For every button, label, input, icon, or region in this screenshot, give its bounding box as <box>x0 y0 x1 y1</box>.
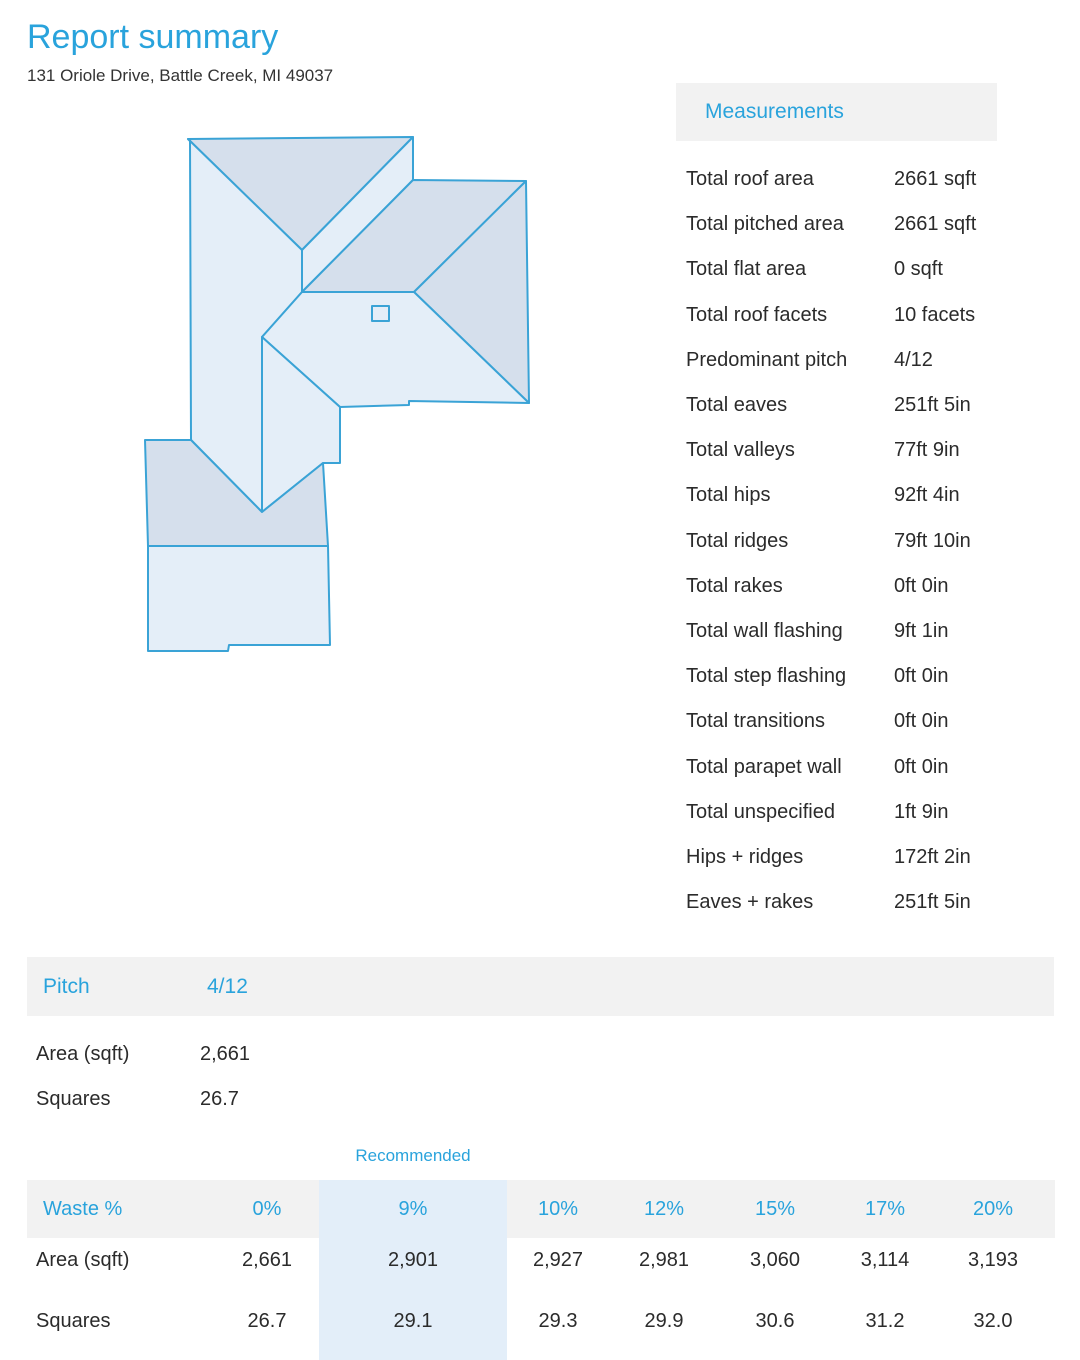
waste-header-label: Waste % <box>43 1197 123 1220</box>
pitch-squares-row <box>36 1077 250 1122</box>
measurement-row <box>686 473 1006 518</box>
measurement-value: 4/12 <box>894 348 933 371</box>
measurement-value: 92ft 4in <box>894 484 960 507</box>
measurement-label: Total unspecified <box>686 800 835 823</box>
measurement-label: Total flat area <box>686 258 807 281</box>
waste-table <box>27 1180 1055 1360</box>
report-address: 131 Oriole Drive, Battle Creek, MI 49037 <box>27 66 334 85</box>
measurement-value: 251ft 5in <box>894 394 971 417</box>
measurement-value: 0ft 0in <box>894 755 949 778</box>
waste-column-header: 12% <box>643 1197 685 1220</box>
measurement-row <box>686 202 1006 247</box>
roof-diagram <box>130 125 550 665</box>
measurement-row <box>686 564 1006 609</box>
measurement-row <box>686 609 1006 654</box>
report-title: Report summary <box>27 18 279 56</box>
measurement-value: 0ft 0in <box>894 574 949 597</box>
waste-squares-label: Squares <box>36 1309 111 1332</box>
waste-column-header-recommended: 9% <box>319 1180 507 1238</box>
pitch-area-label: Area (sqft) <box>36 1043 130 1065</box>
pitch-details <box>36 1032 250 1122</box>
measurement-row <box>686 654 1006 699</box>
pitch-area-value: 2,661 <box>200 1043 251 1065</box>
waste-squares-cell-recommended: 29.1 <box>319 1282 507 1360</box>
waste-area-cell: 2,927 <box>532 1248 584 1271</box>
measurement-value: 0ft 0in <box>894 710 949 733</box>
waste-column-header: 0% <box>252 1197 282 1220</box>
pitch-value: 4/12 <box>207 975 248 998</box>
measurement-row <box>686 790 1006 835</box>
waste-area-row <box>27 1238 1055 1282</box>
roof-vent <box>372 306 389 321</box>
measurement-label: Total ridges <box>686 529 789 552</box>
measurement-value: 2661 sqft <box>894 168 977 191</box>
measurement-value: 10 facets <box>894 303 976 326</box>
measurement-row <box>686 699 1006 744</box>
waste-column-header: 10% <box>537 1197 579 1220</box>
measurements-title: Measurements <box>705 100 844 123</box>
waste-area-cell: 2,981 <box>638 1248 690 1271</box>
measurement-label: Total eaves <box>686 394 788 417</box>
pitch-label: Pitch <box>43 975 90 998</box>
waste-squares-cell: 26.7 <box>247 1309 287 1332</box>
measurement-value: 1ft 9in <box>894 800 949 823</box>
measurements-list <box>686 157 1006 925</box>
waste-squares-cell: 29.3 <box>538 1309 578 1332</box>
measurement-label: Total roof facets <box>686 303 828 326</box>
measurement-row <box>686 157 1006 202</box>
measurement-row <box>686 519 1006 564</box>
waste-area-cell: 3,193 <box>967 1248 1019 1271</box>
roof-facet <box>148 546 330 651</box>
waste-squares-row <box>27 1282 1055 1360</box>
waste-area-cell: 3,060 <box>749 1248 801 1271</box>
measurement-value: 9ft 1in <box>894 619 949 642</box>
measurement-label: Total hips <box>686 484 771 507</box>
waste-header-row <box>27 1180 1055 1238</box>
waste-area-cell: 3,114 <box>860 1248 910 1271</box>
waste-column-header: 20% <box>972 1197 1014 1220</box>
measurement-label: Total parapet wall <box>686 755 842 778</box>
pitch-squares-label: Squares <box>36 1088 111 1110</box>
waste-squares-cell: 32.0 <box>973 1309 1013 1332</box>
waste-squares-cell: 30.6 <box>755 1309 795 1332</box>
measurement-row <box>686 247 1006 292</box>
recommended-label: Recommended <box>355 1146 471 1165</box>
waste-column-header: 15% <box>754 1197 796 1220</box>
measurement-row <box>686 383 1006 428</box>
measurement-label: Hips + ridges <box>686 845 804 868</box>
measurements-header <box>676 83 997 141</box>
pitch-header <box>27 957 1054 1016</box>
measurement-value: 251ft 5in <box>894 891 971 914</box>
measurement-label: Total roof area <box>686 168 814 191</box>
measurement-value: 0 sqft <box>894 258 943 281</box>
measurement-label: Total rakes <box>686 574 783 597</box>
measurement-row <box>686 428 1006 473</box>
measurement-label: Total pitched area <box>686 213 844 236</box>
measurement-label: Predominant pitch <box>686 348 848 371</box>
measurement-value: 0ft 0in <box>894 665 949 688</box>
measurement-label: Eaves + rakes <box>686 891 814 914</box>
measurement-value: 77ft 9in <box>894 439 960 462</box>
measurement-label: Total valleys <box>686 439 795 462</box>
waste-squares-cell: 31.2 <box>865 1309 905 1332</box>
waste-area-cell: 2,661 <box>241 1248 293 1271</box>
waste-area-label: Area (sqft) <box>36 1248 130 1271</box>
pitch-squares-value: 26.7 <box>200 1088 239 1110</box>
measurement-value: 2661 sqft <box>894 213 977 236</box>
measurement-label: Total wall flashing <box>686 619 843 642</box>
measurement-row <box>686 744 1006 789</box>
measurement-row <box>686 338 1006 383</box>
measurement-row <box>686 880 1006 925</box>
waste-area-cell-recommended: 2,901 <box>319 1238 507 1282</box>
measurement-row <box>686 293 1006 338</box>
waste-column-header: 17% <box>864 1197 906 1220</box>
measurement-row <box>686 835 1006 880</box>
pitch-area-row <box>36 1032 250 1077</box>
measurement-value: 172ft 2in <box>894 845 971 868</box>
measurement-label: Total step flashing <box>686 665 847 688</box>
measurement-label: Total transitions <box>686 710 825 733</box>
waste-squares-cell: 29.9 <box>644 1309 684 1332</box>
measurement-value: 79ft 10in <box>894 529 971 552</box>
